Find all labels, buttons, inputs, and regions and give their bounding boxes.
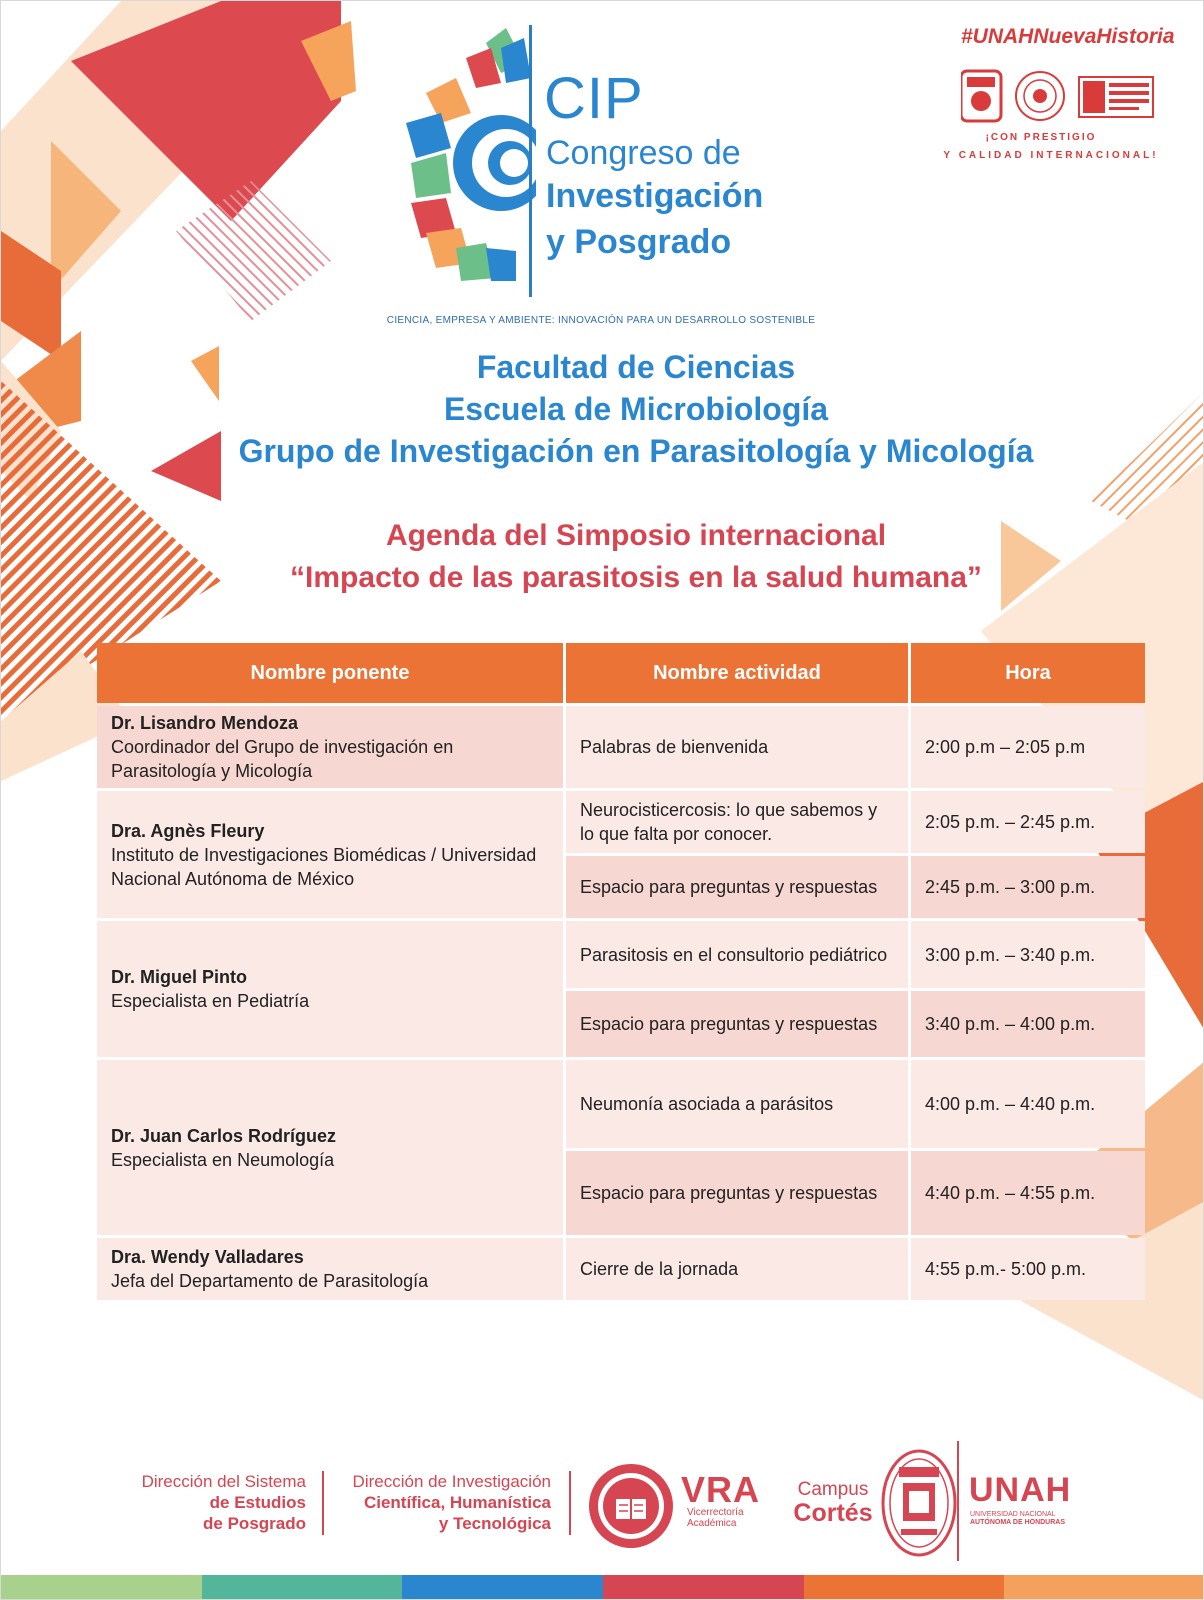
speaker-name: Dr. Miguel Pinto: [111, 967, 248, 987]
time-cell: 4:40 p.m. – 4:55 p.m.: [911, 1151, 1145, 1235]
time-cell: 4:00 p.m. – 4:40 p.m.: [911, 1060, 1145, 1148]
unah-logo-text: UNAH: [969, 1471, 1072, 1509]
accreditation-badges: [961, 69, 1161, 129]
prestige-line2: Y CALIDAD INTERNACIONAL!: [943, 150, 1159, 161]
header-time: Hora: [911, 643, 1145, 703]
activity-cell: Parasitosis en el consultorio pediátrico: [566, 921, 908, 988]
activity-cell: Espacio para preguntas y respuestas: [566, 856, 908, 918]
color-stripe-segment: [804, 1575, 1006, 1600]
campus-label: Campus: [797, 1479, 869, 1500]
footer-divider: [569, 1471, 571, 1535]
cip-acronym: CIP: [544, 66, 644, 131]
footer-divider: [957, 1441, 959, 1561]
footer-dsep: [121, 1471, 306, 1534]
speaker-cell: [97, 1238, 563, 1300]
table-row: [97, 791, 1145, 853]
activity-cell: Neurocisticercosis: lo que sabemos y lo que falta por conocer.: [566, 791, 908, 853]
cip-divider: [529, 25, 532, 297]
agenda-subtitle: “Impacto de las parasitosis en la salud humana”: [290, 561, 982, 594]
color-stripe-segment: [1004, 1575, 1204, 1600]
cip-title-line1: Congreso de: [546, 134, 741, 172]
footer-di-line2: Científica, Humanística: [363, 1493, 551, 1512]
activity-cell: Neumonía asociada a parásitos: [566, 1060, 908, 1148]
speaker-role: Especialista en Neumología: [111, 1149, 335, 1170]
speaker-cell: [97, 921, 563, 1057]
speaker-name: Dr. Juan Carlos Rodríguez: [111, 1125, 337, 1146]
campus-name: Cortés: [793, 1499, 873, 1527]
cip-title-line2: Investigación: [546, 177, 764, 215]
header-activity: Nombre actividad: [566, 643, 908, 703]
vra-sub-line2: Académica: [687, 1518, 737, 1529]
cip-sun-logo: [406, 23, 536, 283]
footer-dsep-line1: Dirección del Sistema: [141, 1472, 306, 1491]
time-cell: 3:00 p.m. – 3:40 p.m.: [911, 921, 1145, 988]
hashtag: #UNAHNuevaHistoria: [961, 25, 1175, 48]
footer-dsep-line2: de Estudios: [209, 1493, 306, 1512]
footer-di-line3: y Tecnológica: [438, 1514, 551, 1533]
speaker-cell: [97, 791, 563, 918]
table-row: [97, 706, 1145, 788]
activity-cell: Palabras de bienvenida: [566, 706, 908, 788]
unah-seal-icon: [881, 1449, 957, 1557]
speaker-role: Jefa del Departamento de Parasitología: [111, 1271, 429, 1291]
speaker-role: Instituto de Investigaciones Biomédicas / Universidad Nacional Autónoma de México: [111, 844, 537, 889]
unah-subtitle-line2: AUTÓNOMA DE HONDURAS: [970, 1519, 1066, 1526]
time-cell: 2:45 p.m. – 3:00 p.m.: [911, 856, 1145, 918]
speaker-name: Dr. Lisandro Mendoza: [111, 713, 299, 733]
time-cell: 3:40 p.m. – 4:00 p.m.: [911, 991, 1145, 1057]
footer-divider: [322, 1471, 324, 1535]
table-header-row: [97, 643, 1145, 703]
table-row: [97, 1238, 1145, 1300]
header-speaker: Nombre ponente: [97, 643, 563, 703]
prestige-line1: ¡CON PRESTIGIO: [985, 132, 1097, 143]
color-stripe-segment: [1, 1575, 203, 1600]
agenda-title: Agenda del Simposio internacional: [385, 519, 887, 552]
time-cell: 2:00 p.m – 2:05 p.m: [911, 706, 1145, 788]
time-cell: 4:55 p.m.- 5:00 p.m.: [911, 1238, 1145, 1300]
footer-di: [337, 1471, 551, 1534]
cip-tagline: CIENCIA, EMPRESA Y AMBIENTE: INNOVACIÓN PARA UN DESARROLLO SOSTENIBLE: [386, 315, 816, 326]
activity-cell: Espacio para preguntas y respuestas: [566, 1151, 908, 1235]
prestige-seal-icon: [1016, 72, 1064, 120]
color-stripe-segment: [402, 1575, 604, 1600]
speaker-name: Dra. Wendy Valladares: [111, 1247, 304, 1267]
time-cell: 2:05 p.m. – 2:45 p.m.: [911, 791, 1145, 853]
group-title: Grupo de Investigación en Parasitología y Micología: [238, 433, 1034, 469]
unah-subtitle-line1: UNIVERSIDAD NACIONAL: [970, 1511, 1056, 1518]
speaker-cell: [97, 1060, 563, 1235]
speaker-role: Coordinador del Grupo de investigación en Parasitología y Micología: [111, 737, 454, 781]
color-stripe-segment: [603, 1575, 805, 1600]
activity-cell: Espacio para preguntas y respuestas: [566, 991, 908, 1057]
school-title: Escuela de Microbiología: [443, 391, 829, 427]
color-stripe-segment: [202, 1575, 404, 1600]
speaker-cell: [97, 706, 563, 788]
activity-cell: Cierre de la jornada: [566, 1238, 908, 1300]
table-row: [97, 921, 1145, 988]
vra-seal-icon: [586, 1461, 676, 1551]
speaker-name: Dra. Agnès Fleury: [111, 820, 265, 841]
footer-dsep-line3: de Posgrado: [203, 1514, 306, 1533]
unah-shield-icon: [961, 71, 1001, 121]
faculty-title: Facultad de Ciencias: [476, 349, 796, 385]
agenda-table: [94, 640, 1148, 1303]
footer-di-line1: Dirección de Investigación: [352, 1472, 551, 1491]
vra-subtitle: [687, 1507, 744, 1529]
ranking-badge-icon: [1079, 77, 1153, 117]
table-row: [97, 1060, 1145, 1148]
vra-logo-text: VRA: [681, 1469, 761, 1510]
speaker-role: Especialista en Pediatría: [111, 991, 310, 1011]
cip-title-line3: y Posgrado: [546, 223, 732, 261]
vra-sub-line1: Vicerrectoría: [687, 1507, 744, 1518]
